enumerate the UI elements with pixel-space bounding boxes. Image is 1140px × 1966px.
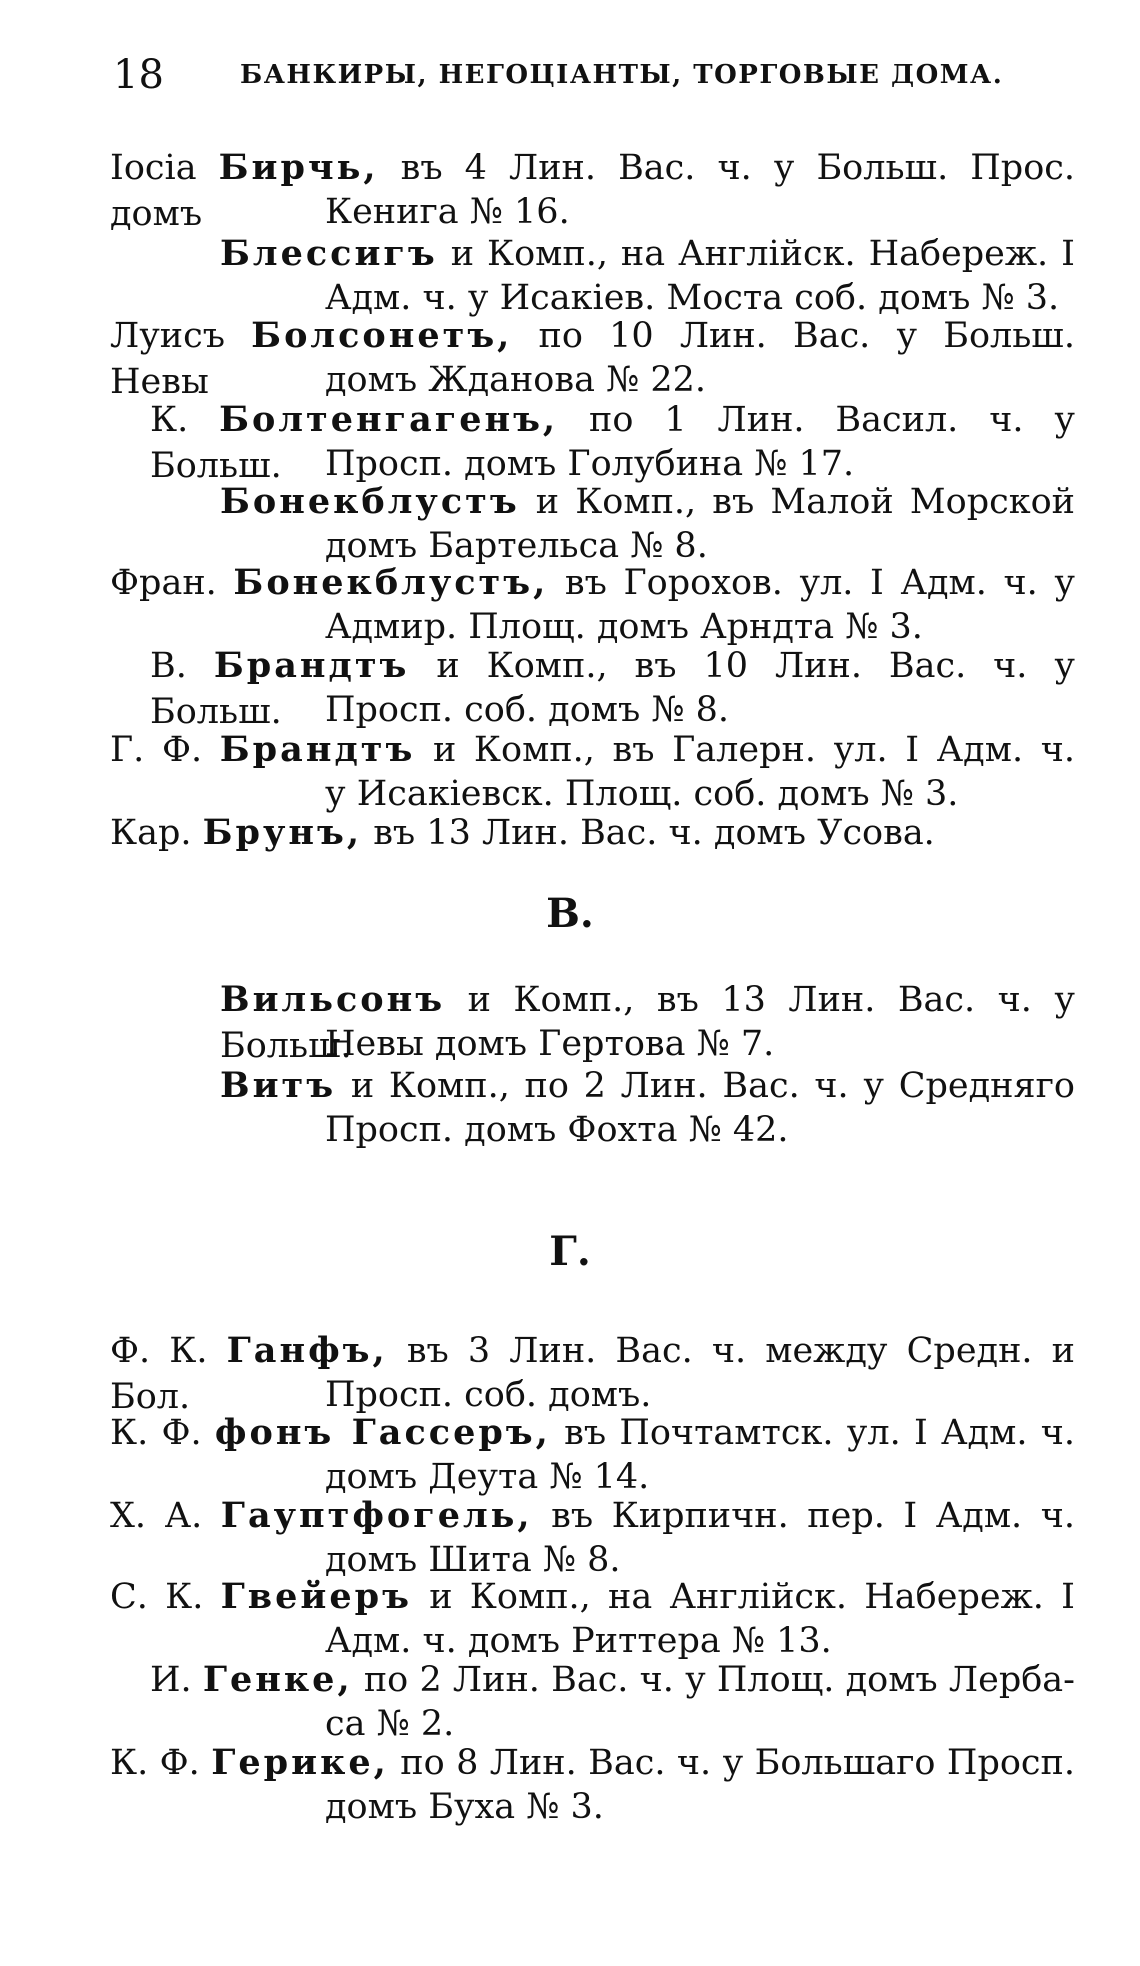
entry-address: въ 4 Лин. Вас. ч. у Больш. Прос. домъ (110, 148, 1075, 234)
entry-continuation-line: у Исакіевск. Площ. соб. домъ № 3. (325, 774, 959, 814)
entry-name: Блессигъ (220, 233, 438, 274)
entry-first-line (220, 1063, 1075, 1109)
entry-address: по 1 Лин. Васил. ч. у Больш. (150, 400, 1075, 486)
entry-continuation-line: домъ Буха № 3. (325, 1787, 604, 1827)
page-number: 18 (113, 52, 164, 98)
entry-continuation-line: Адм. ч. у Исакіев. Моста соб. домъ № 3. (325, 278, 1060, 318)
entry-name: Генке, (202, 1659, 353, 1700)
entry-continuation-line: Просп. домъ Голубина № 17. (325, 444, 855, 484)
entry-prefix: Луисъ (110, 316, 252, 356)
entry-continuation-line: домъ Деута № 14. (325, 1457, 650, 1497)
entry-name: Брандтъ (219, 729, 416, 770)
entry-first-line (110, 1493, 1075, 1539)
entry-address: въ 3 Лин. Вас. ч. между Средн. и Бол. (110, 1331, 1075, 1417)
entry-address: по 2 Лин. Вас. ч. у Площ. домъ Лерба- (363, 1660, 1075, 1700)
entry-first-line (110, 1410, 1075, 1456)
entry-prefix: Іосіа (110, 148, 219, 188)
entry-first-line (220, 231, 1075, 277)
entry-first-line (110, 727, 1075, 773)
entry-address: и Комп., въ Малой Морской (535, 482, 1075, 522)
entry-address: и Комп., въ Галерн. ул. I Адм. ч. (432, 730, 1075, 770)
entry-continuation-line: Адм. ч. домъ Риттера № 13. (325, 1621, 832, 1661)
entry-address: и Комп., въ 13 Лин. Вас. ч. у Больш. (220, 980, 1075, 1066)
entry-prefix: К. Ф. (110, 1743, 212, 1783)
entry-name: Герике, (211, 1742, 389, 1783)
entry-first-line (110, 810, 1075, 856)
entry-prefix: К. Ф. (110, 1413, 215, 1453)
entry-first-line (110, 560, 1075, 606)
section-letter-heading: Г. (549, 1228, 591, 1275)
running-head: БАНКИРЫ, НЕГОЦІАНТЫ, ТОРГОВЫЕ ДОМА. (240, 60, 1004, 90)
entry-name: Витъ (220, 1065, 337, 1106)
entry-continuation-line: Просп. соб. домъ. (325, 1375, 652, 1415)
entry-address: въ Кирпичн. пер. I Адм. ч. (551, 1496, 1075, 1536)
entry-continuation-line: са № 2. (325, 1704, 455, 1744)
entry-name: Гауптфогель, (220, 1495, 533, 1536)
entry-continuation-line: домъ Бартельса № 8. (325, 526, 708, 566)
entry-prefix: В. (150, 646, 214, 686)
entry-prefix: Кар. (110, 813, 203, 853)
entry-name: Ганфъ, (226, 1330, 388, 1371)
entry-name: Болсонетъ, (251, 315, 513, 356)
entry-prefix: К. (150, 400, 220, 440)
entry-prefix: И. (150, 1660, 203, 1700)
entry-continuation-line: Адмир. Площ. домъ Арндта № 3. (325, 607, 923, 647)
entry-name: Гвейеръ (220, 1576, 412, 1617)
entry-address: по 8 Лин. Вас. ч. у Большаго Просп. (400, 1743, 1075, 1783)
entry-name: Бонекблустъ, (233, 562, 549, 603)
entry-name: Вильсонъ (220, 979, 446, 1020)
entry-continuation-line: Просп. соб. домъ № 8. (325, 690, 730, 730)
entry-first-line (110, 1740, 1075, 1786)
entry-continuation-line: Кенига № 16. (325, 192, 570, 232)
entry-first-line (110, 1574, 1075, 1620)
entry-name: фонъ Гассеръ, (214, 1412, 551, 1453)
entry-address: въ 13 Лин. Вас. ч. домъ Усова. (373, 813, 935, 853)
entry-address: и Комп., по 2 Лин. Вас. ч. у Средняго (350, 1066, 1075, 1106)
entry-address: въ Горохов. ул. I Адм. ч. у (564, 563, 1075, 603)
entry-prefix: Фран. (110, 563, 234, 603)
entry-first-line (150, 1657, 1075, 1703)
entry-continuation-line: Невы домъ Гертова № 7. (325, 1024, 775, 1064)
entry-prefix: Ф. К. (110, 1331, 227, 1371)
entry-continuation-line: домъ Шита № 8. (325, 1540, 621, 1580)
entry-name: Бонекблустъ (220, 481, 520, 522)
entry-name: Брандтъ (213, 645, 410, 686)
section-letter-heading: В. (546, 890, 594, 937)
entry-name: Бирчь, (218, 147, 379, 188)
entry-continuation-line: домъ Жданова № 22. (325, 360, 706, 400)
entry-address: по 10 Лин. Вас. у Больш. Невы (110, 316, 1075, 402)
entry-address: въ Почтамтск. ул. I Адм. ч. (564, 1413, 1075, 1453)
entry-prefix: Х. А. (110, 1496, 221, 1536)
entry-first-line (220, 479, 1075, 525)
page-header (0, 52, 1140, 102)
entry-continuation-line: Просп. домъ Фохта № 42. (325, 1110, 789, 1150)
entry-prefix: С. К. (110, 1577, 221, 1617)
entry-name: Брунъ, (202, 812, 363, 853)
entry-address: и Комп., въ 10 Лин. Вас. ч. у Больш. (150, 646, 1075, 732)
entry-address: и Комп., на Англійск. Набереж. I (429, 1577, 1075, 1617)
entry-prefix: Г. Ф. (110, 730, 220, 770)
entry-name: Болтенгагенъ, (219, 399, 559, 440)
entry-address: и Комп., на Англійск. Набереж. I (450, 234, 1075, 274)
